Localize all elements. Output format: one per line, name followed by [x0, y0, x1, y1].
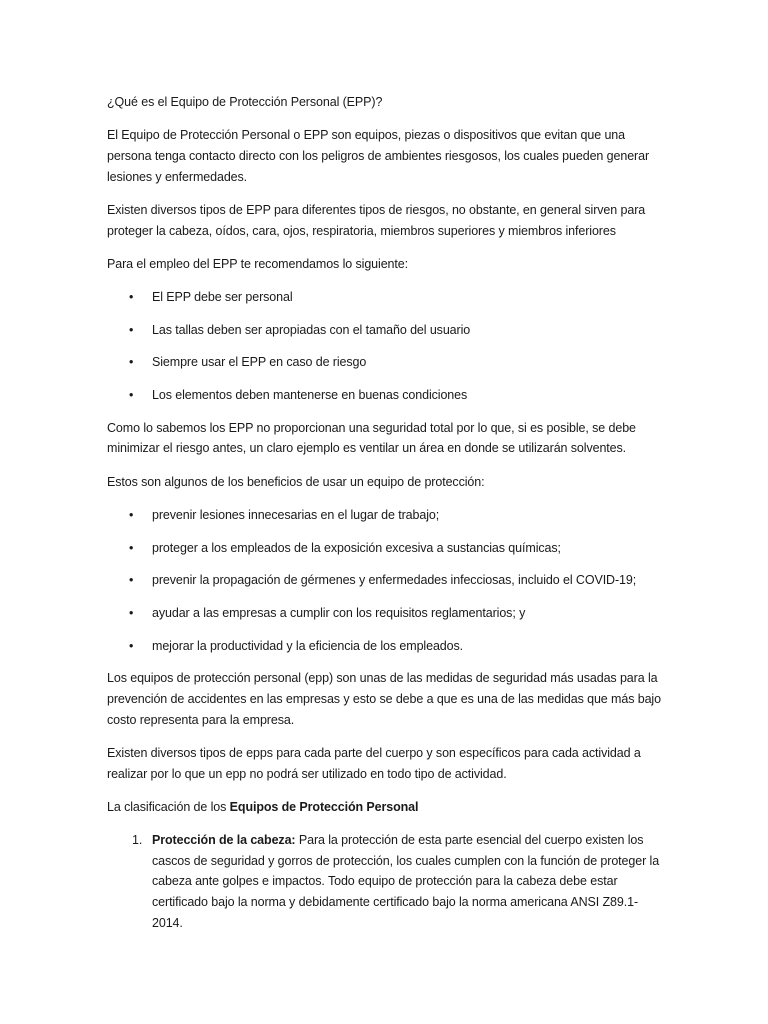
- numbered-item: [107, 830, 667, 934]
- list-item: • prevenir la propagación de gérmenes y enfermedades infecciosas, incluido el COVID-19;: [107, 570, 667, 591]
- list-item: • Siempre usar el EPP en caso de riesgo: [107, 352, 667, 373]
- classification-list: [107, 830, 667, 934]
- document-title: ¿Qué es el Equipo de Protección Personal (EPP)?: [107, 95, 383, 109]
- paragraph-types: Existen diversos tipos de EPP para diferentes tipos de riesgos, no obstante, en general sirven para proteger la cabeza, oídos, cara, ojos, respiratoria, miembros superiores y miembros inferiores: [107, 202, 646, 238]
- recommendations-list: [107, 287, 667, 406]
- benefits-list: [107, 505, 667, 657]
- list-item: • Los elementos deben mantenerse en buenas condiciones: [107, 385, 667, 406]
- document-page: [107, 92, 667, 934]
- paragraph-usage: Los equipos de protección personal (epp) son unas de las medidas de seguridad más usadas para la prevención de accidentes en las empresas y esto se debe a que es una de las medidas que más bajo costo representa para la empresa.: [107, 671, 661, 727]
- classification-bold: Equipos de Protección Personal: [229, 799, 419, 814]
- item-number: 1.: [132, 833, 143, 848]
- list-item: • ayudar a las empresas a cumplir con los requisitos reglamentarios; y: [107, 603, 667, 624]
- list-item: • El EPP debe ser personal: [107, 287, 667, 308]
- classification-prefix: La clasificación de los: [107, 799, 230, 814]
- list-item: • Las tallas deben ser apropiadas con el tamaño del usuario: [107, 320, 667, 341]
- paragraph-specificity: Existen diversos tipos de epps para cada parte del cuerpo y son específicos para cada actividad a realizar por lo que un epp no podrá ser utilizado en todo tipo de actividad.: [107, 745, 641, 781]
- paragraph-recommendations-intro: Para el empleo del EPP te recomendamos lo siguiente:: [107, 256, 408, 271]
- item-text: Para la protección de esta parte esencial del cuerpo existen los cascos de seguridad y gorros de protección, los cuales cumplen con la función de proteger la cabeza ante golpes e impactos. Todo equipo de protección para la cabeza debe estar certificado bajo la norma y debidamente certificado bajo la norma americana ANSI Z89.1-2014.: [152, 833, 660, 930]
- list-item: • prevenir lesiones innecesarias en el lugar de trabajo;: [107, 505, 667, 526]
- list-item: • proteger a los empleados de la exposición excesiva a sustancias químicas;: [107, 538, 667, 559]
- list-item: • mejorar la productividad y la eficiencia de los empleados.: [107, 636, 667, 657]
- paragraph-definition: El Equipo de Protección Personal o EPP son equipos, piezas o dispositivos que evitan que una persona tenga contacto directo con los peligros de ambientes riesgosos, los cuales pueden generar lesiones y enfermedades.: [107, 128, 650, 184]
- item-heading: Protección de la cabeza:: [152, 833, 296, 848]
- paragraph-risk-minimization: Como lo sabemos los EPP no proporcionan una seguridad total por lo que, si es posible, se debe minimizar el riesgo antes, un claro ejemplo es ventilar un área en donde se utilizarán solventes.: [107, 420, 636, 456]
- classification-heading: [107, 797, 667, 818]
- paragraph-benefits-intro: Estos son algunos de los beneficios de usar un equipo de protección:: [107, 474, 485, 489]
